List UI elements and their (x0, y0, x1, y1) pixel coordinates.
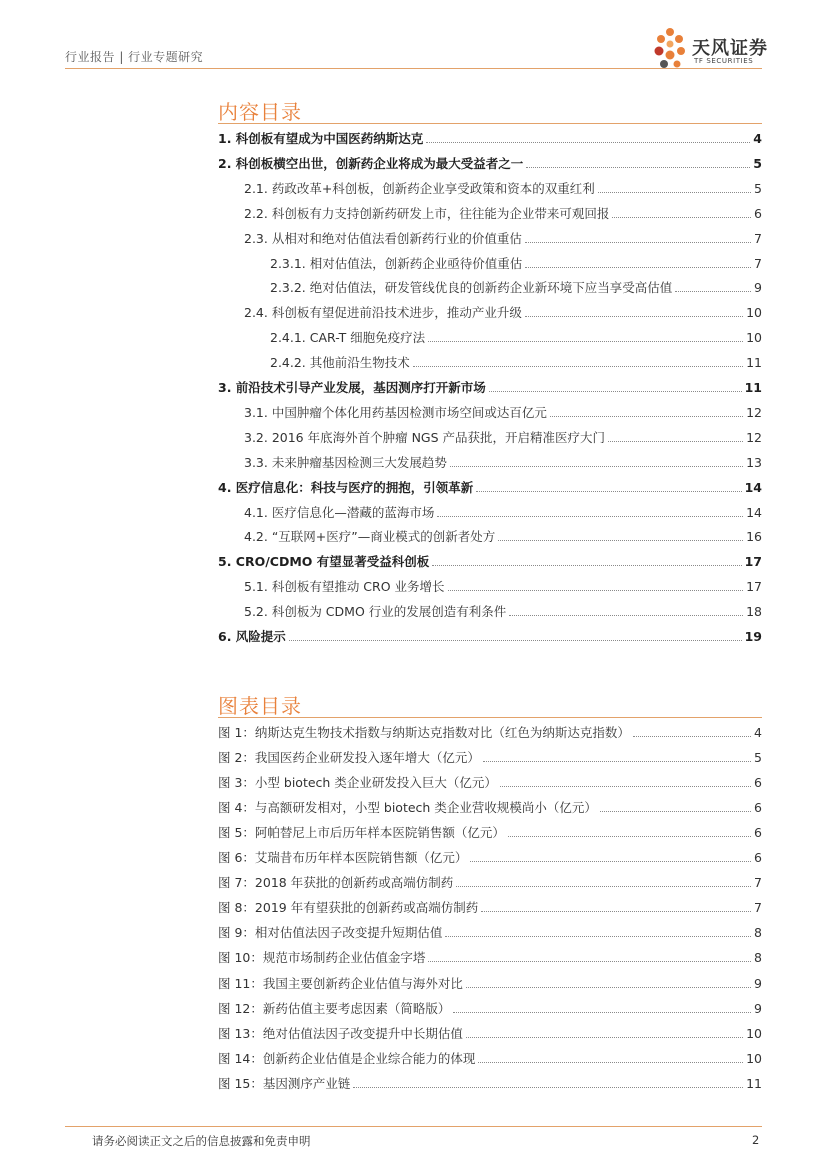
figure-entry-label: 图 6：艾瑞昔布历年样本医院销售额（亿元） (218, 850, 468, 866)
figure-entry[interactable] (218, 948, 762, 966)
figure-entry-page: 6 (754, 775, 762, 791)
figure-entry-label: 图 4：与高额研发相对，小型 biotech 类企业营收规模尚小（亿元） (218, 800, 597, 816)
figure-entry-label: 图 7：2018 年获批的创新药或高端仿制药 (218, 875, 454, 891)
toc-leader-dots (612, 217, 751, 218)
toc-leader-dots (525, 316, 743, 317)
toc-entry-page: 19 (744, 629, 762, 644)
figure-entry-page: 7 (754, 900, 762, 916)
figure-entry-label: 图 10：规范市场制药企业估值金字塔 (218, 950, 426, 966)
toc-entry-page: 10 (746, 305, 762, 321)
toc-leader-dots (550, 416, 743, 417)
figure-entry-page: 8 (754, 925, 762, 941)
toc-leader-dots (476, 491, 741, 492)
toc-leader-dots (432, 565, 741, 566)
figure-entry-label: 图 11：我国主要创新药企业估值与海外对比 (218, 975, 463, 991)
toc-entry-label: 2.4.1. CAR-T 细胞免疫疗法 (270, 330, 426, 346)
toc-entry-label: 2.4. 科创板有望促进前沿技术进步，推动产业升级 (244, 305, 522, 321)
figure-entry-label: 图 14：创新药企业估值是企业综合能力的体现 (218, 1050, 476, 1066)
toc-leader-dots (509, 615, 743, 616)
brand-name: 天风证券 (692, 38, 768, 59)
brand-flower-icon (650, 24, 692, 72)
toc-entry-page: 17 (746, 579, 762, 595)
toc-leader-dots (428, 341, 743, 342)
figure-entry-page: 6 (754, 800, 762, 816)
figure-entry[interactable] (218, 773, 762, 791)
figure-leader-dots (470, 861, 751, 862)
figure-leader-dots (453, 1012, 751, 1013)
figure-entry-label: 图 5：阿帕替尼上市后历年样本医院销售额（亿元） (218, 825, 505, 841)
figure-leader-dots (466, 987, 751, 988)
figure-entry-page: 6 (754, 825, 762, 841)
toc-entry[interactable] (244, 503, 762, 521)
figure-leader-dots (466, 1037, 743, 1038)
brand-logo (650, 24, 770, 72)
toc-entry[interactable] (244, 527, 762, 545)
toc-leader-dots (525, 242, 751, 243)
footer-divider (65, 1126, 762, 1127)
toc-entry-label: 2.3.1. 相对估值法，创新药企业亟待价值重估 (270, 255, 523, 271)
toc-entry-page: 18 (746, 604, 762, 620)
toc-entry-label: 3.1. 中国肿瘤个体化用药基因检测市场空间或达百亿元 (244, 404, 547, 420)
figure-entry-page: 7 (754, 875, 762, 891)
toc-entry[interactable] (244, 403, 762, 421)
figure-entry-page: 10 (746, 1025, 762, 1041)
figure-entry[interactable] (218, 823, 762, 841)
figure-entry[interactable] (218, 848, 762, 866)
toc-entry-page: 14 (746, 504, 762, 520)
toc-entry[interactable] (244, 428, 762, 446)
toc-entry[interactable] (270, 254, 762, 272)
toc-leader-dots (489, 391, 742, 392)
toc-entry-page: 5 (753, 155, 762, 171)
toc-entry[interactable] (244, 229, 762, 247)
figure-entry[interactable] (218, 898, 762, 916)
figure-entry-label: 图 15：基因测序产业链 (218, 1075, 351, 1091)
toc-entry-page: 16 (746, 529, 762, 545)
figure-entry-page: 4 (754, 725, 762, 740)
toc-entry[interactable] (218, 154, 762, 172)
figure-leader-dots (508, 836, 751, 837)
toc-entry[interactable] (244, 303, 762, 321)
toc-entry-label: 5. CRO/CDMO 有望显著受益科创板 (218, 554, 430, 570)
toc-title-divider (218, 123, 762, 124)
toc-leader-dots (598, 192, 751, 193)
toc-entry-label: 2.1. 药政改革+科创板，创新药企业享受政策和资本的双重红利 (244, 180, 595, 196)
figure-entry[interactable] (218, 974, 762, 992)
toc-entry[interactable] (244, 179, 762, 197)
toc-entry-page: 11 (744, 380, 762, 395)
toc-entry-label: 4.1. 医疗信息化—潜藏的蓝海市场 (244, 504, 435, 520)
figure-entry-label: 图 13：绝对估值法因子改变提升中长期估值 (218, 1025, 463, 1041)
toc-entry[interactable] (270, 278, 762, 296)
figure-entry-page: 11 (746, 1075, 762, 1091)
toc-entry-page: 12 (746, 429, 762, 445)
toc-entry[interactable] (270, 328, 762, 346)
toc-entry[interactable] (218, 129, 762, 147)
toc-entry-page: 7 (754, 230, 762, 246)
figure-entry[interactable] (218, 723, 762, 741)
toc-entry-label: 5.1. 科创板有望推动 CRO 业务增长 (244, 579, 445, 595)
header-breadcrumb: 行业报告 | 行业专题研究 (65, 50, 204, 64)
figure-leader-dots (600, 811, 751, 812)
toc-leader-dots (437, 516, 743, 517)
toc-leader-dots (413, 366, 743, 367)
figure-entry-page: 6 (754, 850, 762, 866)
footer-disclaimer: 请务必阅读正文之后的信息披露和免责申明 (92, 1134, 311, 1148)
toc-entry[interactable] (244, 453, 762, 471)
figure-leader-dots (428, 961, 751, 962)
toc-entry-label: 4. 医疗信息化：科技与医疗的拥抱，引领革新 (218, 479, 474, 495)
figure-entry[interactable] (218, 1074, 762, 1092)
toc-entry-page: 10 (746, 330, 762, 346)
figure-entry-page: 9 (754, 975, 762, 991)
figure-entry-page: 8 (754, 950, 762, 966)
figure-entry[interactable] (218, 873, 762, 891)
figure-entry[interactable] (218, 1024, 762, 1042)
figures-title-divider (218, 717, 762, 718)
figures-title: 图表目录 (218, 694, 302, 718)
figure-entry-label: 图 1：纳斯达克生物技术指数与纳斯达克指数对比（红色为纳斯达克指数） (218, 725, 630, 740)
figure-leader-dots (456, 886, 751, 887)
toc-leader-dots (675, 291, 751, 292)
header-divider (65, 68, 762, 69)
figure-entry-label: 图 8：2019 年有望获批的创新药或高端仿制药 (218, 900, 479, 916)
figure-entry-label: 图 12：新药估值主要考虑因素（简略版） (218, 1000, 451, 1016)
figure-entry[interactable] (218, 1049, 762, 1067)
toc-entry-label: 2.4.2. 其他前沿生物技术 (270, 355, 410, 371)
brand-subtitle: TF SECURITIES (694, 57, 754, 65)
toc-entry-page: 17 (744, 554, 762, 570)
toc-entry[interactable] (218, 378, 762, 396)
toc-entry-label: 1. 科创板有望成为中国医药纳斯达克 (218, 131, 424, 146)
toc-entry[interactable] (218, 552, 762, 570)
figure-leader-dots (481, 911, 751, 912)
figure-entry-page: 10 (746, 1050, 762, 1066)
figure-entry-page: 5 (754, 750, 762, 766)
toc-entry-page: 7 (754, 255, 762, 271)
toc-entry[interactable] (244, 204, 762, 222)
toc-leader-dots (448, 590, 744, 591)
toc-entry-label: 2.3. 从相对和绝对估值法看创新药行业的价值重估 (244, 230, 522, 246)
toc-entry-page: 12 (746, 404, 762, 420)
figure-leader-dots (445, 936, 751, 937)
figure-leader-dots (500, 786, 751, 787)
figure-entry-label: 图 3：小型 biotech 类企业研发投入巨大（亿元） (218, 775, 497, 791)
figure-leader-dots (353, 1087, 743, 1088)
toc-title: 内容目录 (218, 100, 302, 124)
toc-entry-page: 14 (744, 479, 762, 495)
figure-entry-label: 图 2：我国医药企业研发投入逐年增大（亿元） (218, 750, 480, 766)
toc-entry-label: 6. 风险提示 (218, 629, 286, 644)
toc-entry[interactable] (270, 353, 762, 371)
toc-entry-page: 9 (754, 280, 762, 296)
toc-leader-dots (426, 142, 750, 143)
toc-entry[interactable] (218, 478, 762, 496)
toc-entry-label: 2.2. 科创板有力支持创新药研发上市，往往能为企业带来可观回报 (244, 205, 610, 221)
toc-entry-page: 4 (753, 131, 762, 146)
toc-entry-label: 4.2. “互联网+医疗”—商业模式的创新者处方 (244, 529, 496, 545)
figure-entry[interactable] (218, 923, 762, 941)
toc-leader-dots (525, 267, 751, 268)
toc-entry-label: 2.3.2. 绝对估值法，研发管线优良的创新药企业新环境下应当享受高估值 (270, 280, 673, 296)
footer-page-number: 2 (752, 1133, 760, 1147)
figure-leader-dots (633, 736, 751, 737)
figure-entry[interactable] (218, 999, 762, 1017)
toc-entry[interactable] (218, 627, 762, 645)
toc-entry-label: 2. 科创板横空出世，创新药企业将成为最大受益者之一 (218, 155, 524, 171)
toc-entry-label: 5.2. 科创板为 CDMO 行业的发展创造有利条件 (244, 604, 507, 620)
toc-entry-page: 13 (746, 454, 762, 470)
figure-entry-page: 9 (754, 1000, 762, 1016)
toc-entry-page: 5 (754, 180, 762, 196)
figure-entry[interactable] (218, 748, 762, 766)
toc-entry-label: 3. 前沿技术引导产业发展，基因测序打开新市场 (218, 380, 486, 395)
toc-entry[interactable] (244, 577, 762, 595)
figure-leader-dots (478, 1062, 743, 1063)
toc-leader-dots (608, 441, 743, 442)
figure-leader-dots (483, 761, 751, 762)
toc-entry-page: 6 (754, 205, 762, 221)
toc-entry-label: 3.3. 未来肿瘤基因检测三大发展趋势 (244, 454, 447, 470)
toc-leader-dots (498, 540, 743, 541)
toc-leader-dots (450, 466, 743, 467)
toc-entry[interactable] (244, 602, 762, 620)
figure-entry[interactable] (218, 798, 762, 816)
toc-leader-dots (526, 167, 750, 168)
toc-entry-page: 11 (746, 355, 762, 371)
toc-entry-label: 3.2. 2016 年底海外首个肿瘤 NGS 产品获批，开启精准医疗大门 (244, 429, 606, 445)
toc-leader-dots (289, 640, 742, 641)
figure-entry-label: 图 9：相对估值法因子改变提升短期估值 (218, 925, 443, 941)
